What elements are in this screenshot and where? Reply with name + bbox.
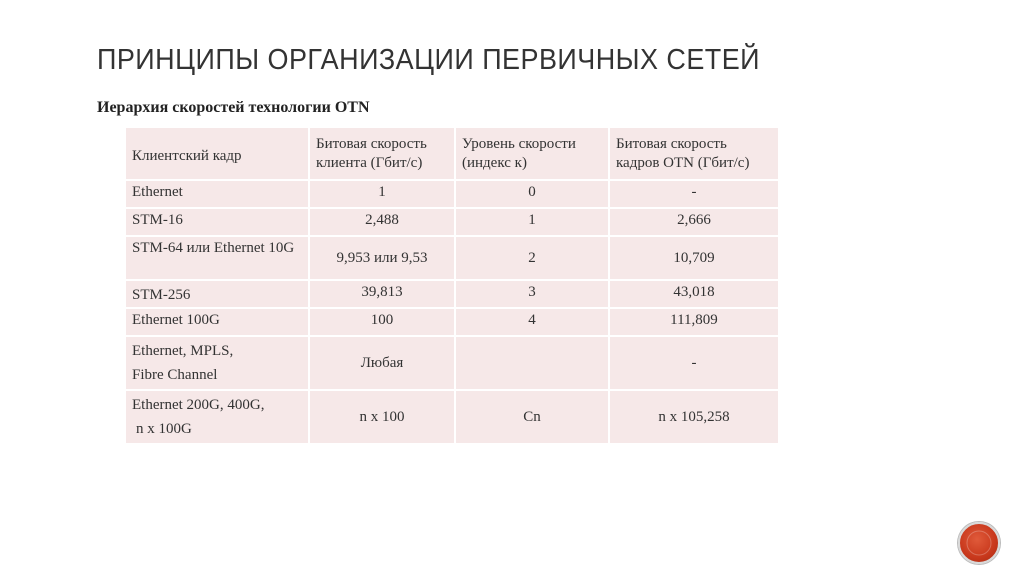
table-row <box>125 208 779 236</box>
table-row <box>125 336 779 390</box>
cell-client-rate: Любая <box>309 336 455 390</box>
cell-client-line: n x 100G <box>136 421 192 437</box>
table-row <box>125 236 779 280</box>
cell-client <box>125 336 309 390</box>
cell-level: 0 <box>455 180 609 208</box>
header-otn-rate: Битовая скорость кадров OTN (Гбит/с) <box>609 127 779 180</box>
cell-client-rate: 1 <box>309 180 455 208</box>
cell-client-rate: n x 100 <box>309 390 455 444</box>
cell-otn-rate: - <box>609 336 779 390</box>
cell-otn-rate: - <box>609 180 779 208</box>
cell-level <box>455 336 609 390</box>
cell-client-line: Ethernet, MPLS, <box>132 343 234 359</box>
cell-otn-rate: 10,709 <box>609 236 779 280</box>
table-row <box>125 280 779 308</box>
cell-otn-rate: 2,666 <box>609 208 779 236</box>
cell-client-rate: 100 <box>309 308 455 336</box>
table-caption: Иерархия скоростей технологии OTN <box>97 99 370 116</box>
cell-otn-rate: 43,018 <box>609 280 779 308</box>
cell-otn-rate: 111,809 <box>609 308 779 336</box>
header-client-rate: Битовая скорость клиента (Гбит/с) <box>309 127 455 180</box>
cell-client: STM-64 или Ethernet 10G <box>125 236 309 280</box>
otn-rate-table <box>124 126 780 445</box>
cell-otn-rate: n x 105,258 <box>609 390 779 444</box>
cell-client: STM-256 <box>125 280 309 308</box>
header-client-frame: Клиентский кадр <box>125 127 309 180</box>
slide-title: ПРИНЦИПЫ ОРГАНИЗАЦИИ ПЕРВИЧНЫХ СЕТЕЙ <box>97 44 761 76</box>
cell-level: 3 <box>455 280 609 308</box>
circle-nav-glyph <box>960 524 998 562</box>
cell-client: Ethernet <box>125 180 309 208</box>
cell-client-rate: 39,813 <box>309 280 455 308</box>
cell-client-rate: 2,488 <box>309 208 455 236</box>
cell-level: 4 <box>455 308 609 336</box>
cell-client-rate: 9,953 или 9,53 <box>309 236 455 280</box>
table-header-row <box>125 127 779 180</box>
cell-client: Ethernet 100G <box>125 308 309 336</box>
circle-nav-icon[interactable] <box>958 522 1000 564</box>
table-row <box>125 308 779 336</box>
cell-client <box>125 390 309 444</box>
cell-level: 2 <box>455 236 609 280</box>
header-rate-level: Уровень скорости (индекс к) <box>455 127 609 180</box>
cell-client-line: Ethernet 200G, 400G, <box>132 397 265 413</box>
cell-client: STM-16 <box>125 208 309 236</box>
table-row <box>125 180 779 208</box>
cell-client-line: Fibre Channel <box>132 367 218 383</box>
cell-level: 1 <box>455 208 609 236</box>
table-row <box>125 390 779 444</box>
cell-level: Cn <box>455 390 609 444</box>
